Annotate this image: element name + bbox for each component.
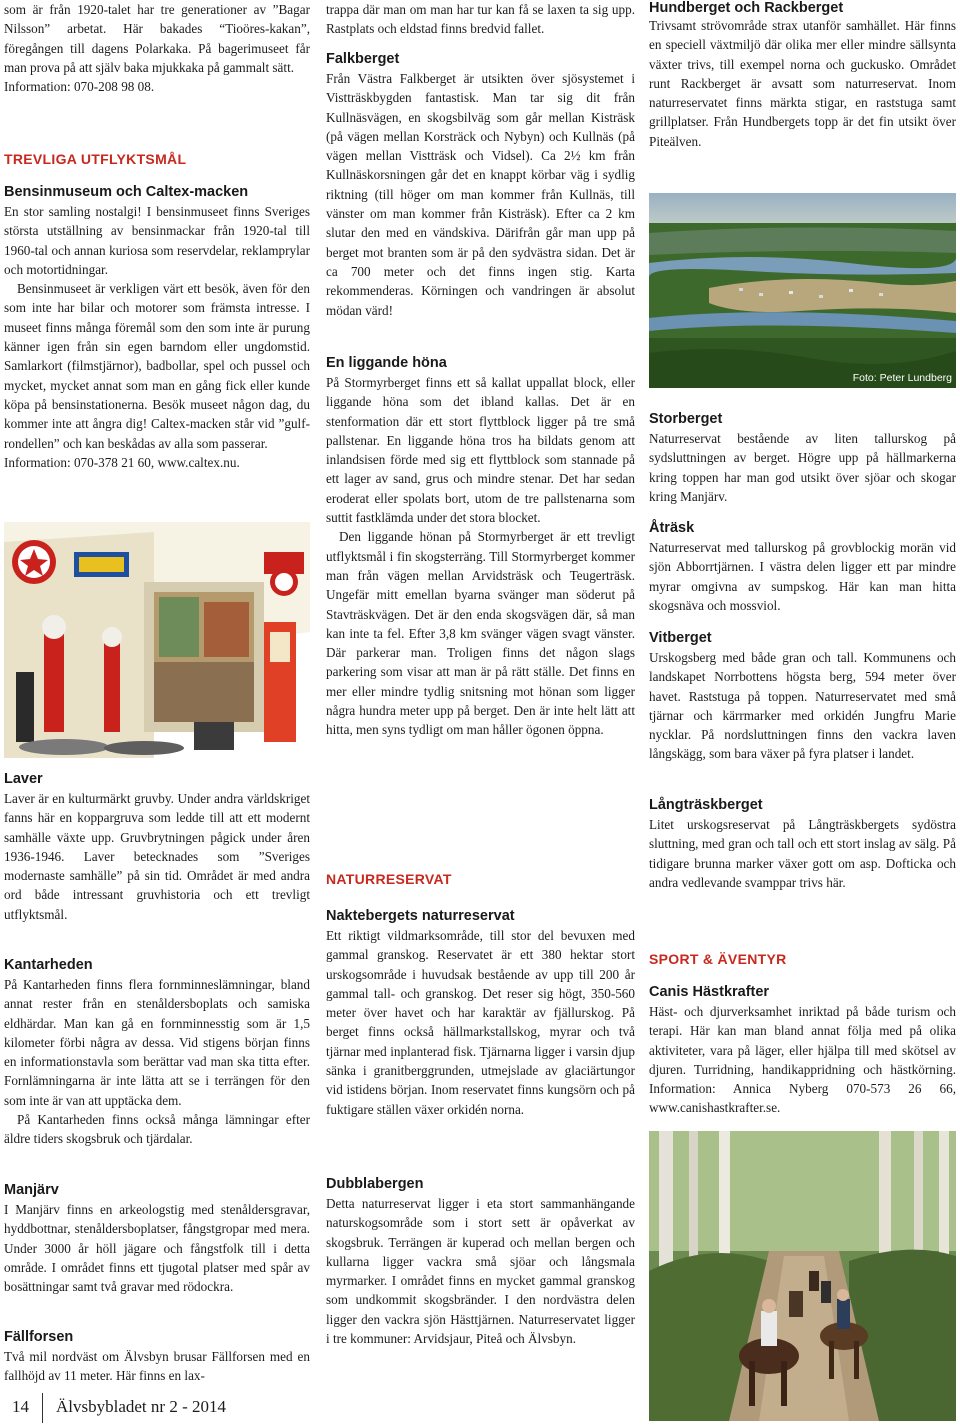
article-atrask xyxy=(649,519,956,615)
paragraph: Från Västra Falkberget är utsikten över sjösystemet i Vistträskbygden fantastisk. Man tar sig dit från Kullnäsvägen, en skogsbilväg som går mellan Kisträsk (på vägen mellan Korsträck och Nybyn) och Kullnäs (på vägen mellan Vistträsk och Vidsel). Ca 2½ km från Kullnäskorsningen går det en knappt körbar väg i sydlig riktning (till höger om man kommer från Kullnäs, till vänster om man kommer från Kisträsk). Efter ca 2 km slutar den med en vändskiva. Därifrån går man upp på berget mot branten som är på den sydvästra sidan. Det är ca 700 meter och det finns ingen stig. Karta rekommenderas. Körningen och vandringen är absolut mödan värd! xyxy=(326,71,635,318)
article-title: Falkberget xyxy=(326,51,400,67)
paragraph: Information: 070-208 98 08. xyxy=(4,79,155,95)
article-title: Åträsk xyxy=(649,520,695,536)
aerial-landscape-image xyxy=(649,193,956,388)
article-fallforsen xyxy=(4,1328,310,1386)
horse-riding-photo xyxy=(649,1131,956,1421)
article-bensinmuseum xyxy=(4,183,310,472)
article-title: Kantarheden xyxy=(4,957,93,973)
article-title: Fällforsen xyxy=(4,1329,74,1345)
page-number: 14 xyxy=(12,1397,29,1416)
section-heading-sport: SPORT & ÄVENTYR xyxy=(649,951,787,967)
article-title: Naktebergets naturreservat xyxy=(326,908,515,924)
paragraph: trappa där man om man har tur kan få se laxen ta sig upp. Rastplats och eldstad finns bredvid fallet. xyxy=(326,2,635,37)
article-storberget xyxy=(649,410,956,506)
gas-station-interior-image xyxy=(4,522,310,758)
article-title: Dubblabergen xyxy=(326,1176,424,1192)
paragraph: Urskogsberg med både gran och tall. Kommunens och landskapet Norrbottens högsta berg, 594 meter över havet. Raststuga på toppen. Naturreservatet med små tjärnar och kärrmarker med orkidén Jungfru Marie nycklar. På nordsluttningen finns den vackra laven långskägg, som bara växer på fyra platser i landet. xyxy=(649,650,956,762)
paragraph: som är från 1920-talet har tre generationer av ”Bagar Nilsson” arbetat. Här bakades “Tioöres-kakan”, föregången till dagens Polarkaka. På bagerimuseet får man prova på att själv baka mjukkaka på gammalt sätt. xyxy=(4,2,310,75)
paragraph: I Manjärv finns en arkeologstig med stenåldersgravar, hyddbottnar, stenåldersboplatser, fångstgropar med mera. Under 3000 år höll jägare och fångstfolk till i detta område. I området finns ett tjugotal platser med spår av bosättningar samt två gravar med rödockra. xyxy=(4,1202,310,1295)
article-title: Hundberget och Rackberget xyxy=(649,0,844,16)
article-title: Manjärv xyxy=(4,1182,59,1198)
paragraph: Naturreservat bestående av liten tallurskog på sydsluttningen av berget. Högre upp på hällmarkerna kring toppen har man god utsikt över sjöar och skogar kring Manjärv. xyxy=(649,431,956,504)
paragraph: Häst- och djurverksamhet inriktad på både turism och terapi. Här kan man bland annat följa med på olika aktiviteter, vara på läger, eller hjälpa till med skötsel av djuren. Turridning, handikappridning och hästkörning. Information: Annica Nyberg 070-573 26 66, www.canishastkrafter.se. xyxy=(649,1004,956,1116)
article-title: Långträskberget xyxy=(649,797,763,813)
article-title: Canis Hästkrafter xyxy=(649,984,770,1000)
paragraph: Litet urskogsreservat på Långträskbergets sydöstra sluttning, med gran och tall och ett stort inslag av sälg. På tidigare brunna marker växer gott om asp. Dofticka och andra vedlevande svamppar trivs här. xyxy=(649,817,956,890)
footer-divider xyxy=(42,1393,43,1423)
paragraph: Den liggande hönan på Stormyrberget är ett trevligt utflyktsmål i fin skogsterräng. Till Stormyrberget kommer man från vägen mellan Arvidsträsk och Teugerträsk. Ungefär mitt emellan byarna svänger man söderut på Stavträskvägen. Det är den enda skogsvägen där, så man kan inte ta fel. Efter 3,8 km svänger vägen svagt vänster. Där parkerar man. Troligen finns det någon slags parkering som visar att man är på rätt ställe. Det finns en mer eller mindre tydlig snitsning mot hönan som ligger några hundra meter upp på berget. Den är inte helt lätt att hitta, men syns tydligt om man håller ögonen öppna. xyxy=(326,529,635,738)
paragraph: Trivsamt strövområde strax utanför samhället. Här finns en speciell växtmiljö där olika mer eller mindre sällsynta växter trivs, till exempel norna och guckusko. Området runt Rackberget är avsatt som naturreservat. Inom naturreservatet finns märkta stigar, en raststuga samt grillplatser. Från Hundbergets topp är det fin utsikt över Piteälven. xyxy=(649,18,956,149)
paragraph: Information: 070-378 21 60, www.caltex.nu. xyxy=(4,454,240,470)
article-liggande-hona xyxy=(326,354,635,740)
article-canis xyxy=(649,983,956,1118)
paragraph: Bensinmuseet är verkligen värt ett besök, även för den som inte har bilar och motorer som främsta intresse. I museet finns många föremål som den som inte är purung känner igen från sin egen barndom eller ungdomstid. Samlarkort (filmstjärnor), badbollar, spel och pussel och mycket, mycket annat som man en gång fick eller kunde köpa på bensinstationerna. Besök museet någon dag, du kommer inte att ångra dig! Caltex-macken står vid ”gulf-rondellen” och kan beskådas av alla som passerar. xyxy=(4,281,310,451)
page-footer xyxy=(4,1393,304,1423)
article-title: Storberget xyxy=(649,411,723,427)
section-heading-trevliga: TREVLIGA UTFLYKTSMÅL xyxy=(4,151,187,167)
aerial-photo xyxy=(649,193,956,388)
horse-riding-image xyxy=(649,1131,956,1421)
paragraph: Två mil nordväst om Älvsbyn brusar Fällforsen med en fallhöjd av 11 meter. Här finns en lax- xyxy=(4,1349,310,1384)
paragraph: Detta naturreservat ligger i eta stort sammanhängande naturskogsområde som i stort sett är opåverkat av skogsbruk. Terrängen är kuperad och mellan bergen och kullarna ligger vackra små sjöar och långsmala myrmarker. I området finns en mycket gammal granskog som undkommit skogsbränder. I den nordvästra delen ligger den vackra sjön Hästtjärnen. Naturreservatet ligger i tre kommuner: Arvidsjaur, Piteå och Älvsbyn. xyxy=(326,1196,635,1347)
article-title: Laver xyxy=(4,771,43,787)
section-heading-naturreservat: NATURRESERVAT xyxy=(326,871,452,887)
article-langtraskberget xyxy=(649,796,956,892)
bensinmuseum-photo xyxy=(4,522,310,758)
article-hundberget xyxy=(649,0,956,151)
article-vitberget xyxy=(649,629,956,764)
intro-text xyxy=(326,0,635,39)
article-title: En liggande höna xyxy=(326,355,447,371)
article-title: Vitberget xyxy=(649,630,712,646)
paragraph: På Stormyrberget finns ett så kallat uppallat block, eller liggande höna som det ibland kallas. Det är en stenformation där ett stort flyttblock ligger på tre små pallstenar. En liggande höna tros ha bildats genom att inlandsisen förde med sig ett flyttblock som stannade på ett lager av sand, grus och mindre stenar. Det har sedan eroderat eller spolats bort, utom de tre pallstenarna som suttit fastklämda under det stora blocket. xyxy=(326,375,635,526)
article-title: Bensinmuseum och Caltex-macken xyxy=(4,184,249,200)
paragraph: På Kantarheden finns flera fornminneslämningar, bland annat rester från en stenåldersboplats och samiska eldhärdar. Man kan gå en fornminnesstig som är 1,5 kilometer förbi några av dessa. Vid stigens början finns en informationstavla som berättar vad man ska titta efter. Fornlämningarna är inte lätta att se i terrängen för den som inte är van att upptäcka dem. xyxy=(4,977,310,1108)
intro-text xyxy=(4,0,310,96)
article-nakteberget xyxy=(326,907,635,1119)
paragraph: Laver är en kulturmärkt gruvby. Under andra världskriget fanns här en koppargruva som ledde till att ett modernt samhälle växte upp. Gruvbrytningen pågick under åren 1936-1946. Laver betecknades som ”Sveriges modernaste samhälle” på sin tid. Området är med andra ord både intressant gruvhistoria och ett trevligt utflyktsmål. xyxy=(4,791,310,922)
paragraph: En stor samling nostalgi! I bensinmuseet finns Sveriges största utställning av bensinmackar från 1920-tal till 1960-tal och annan kuriosa som reservdelar, reklamprylar och motortidningar. xyxy=(4,204,310,277)
paragraph: Ett riktigt vildmarksområde, till stor del bevuxen med gammal granskog. Reservatet är ett 380 hektar stort urskogsområde i huvudsak bestående av upp till 200 år gammal tall- och granskog. Det reser sig högt, 350-560 meter över havet och har karaktär av fjällurskog. På berget finns också hällmarkstallskog, myrar och två tjärnar med inplanterad fisk. Tjärnarna ligger i varsin djup sänka i granitberggrunden, utmejslade av glaciärtungor vid istidens början. Inom reservatet finns kungsörn och på fuktigare ställen växer orkidén norna. xyxy=(326,928,635,1117)
article-laver xyxy=(4,770,310,924)
magazine-title: Älvsbybladet nr 2 - 2014 xyxy=(56,1397,226,1416)
article-manjarv xyxy=(4,1181,310,1296)
article-kantarheden xyxy=(4,956,310,1149)
paragraph: Naturreservat med tallurskog på grovblockig morän vid sjön Abborrtjärnen. I västra delen ligger ett par mindre myrar omgivna av sumpskog. Här kan man hitta skogsnäva och mossviol. xyxy=(649,540,956,613)
paragraph: På Kantarheden finns också många lämningar efter äldre tiders skogsbruk och tjärdalar. xyxy=(4,1112,310,1147)
photo-caption: Foto: Peter Lundberg xyxy=(852,372,952,384)
article-dubblabergen xyxy=(326,1175,635,1348)
article-falkberget xyxy=(326,50,635,320)
